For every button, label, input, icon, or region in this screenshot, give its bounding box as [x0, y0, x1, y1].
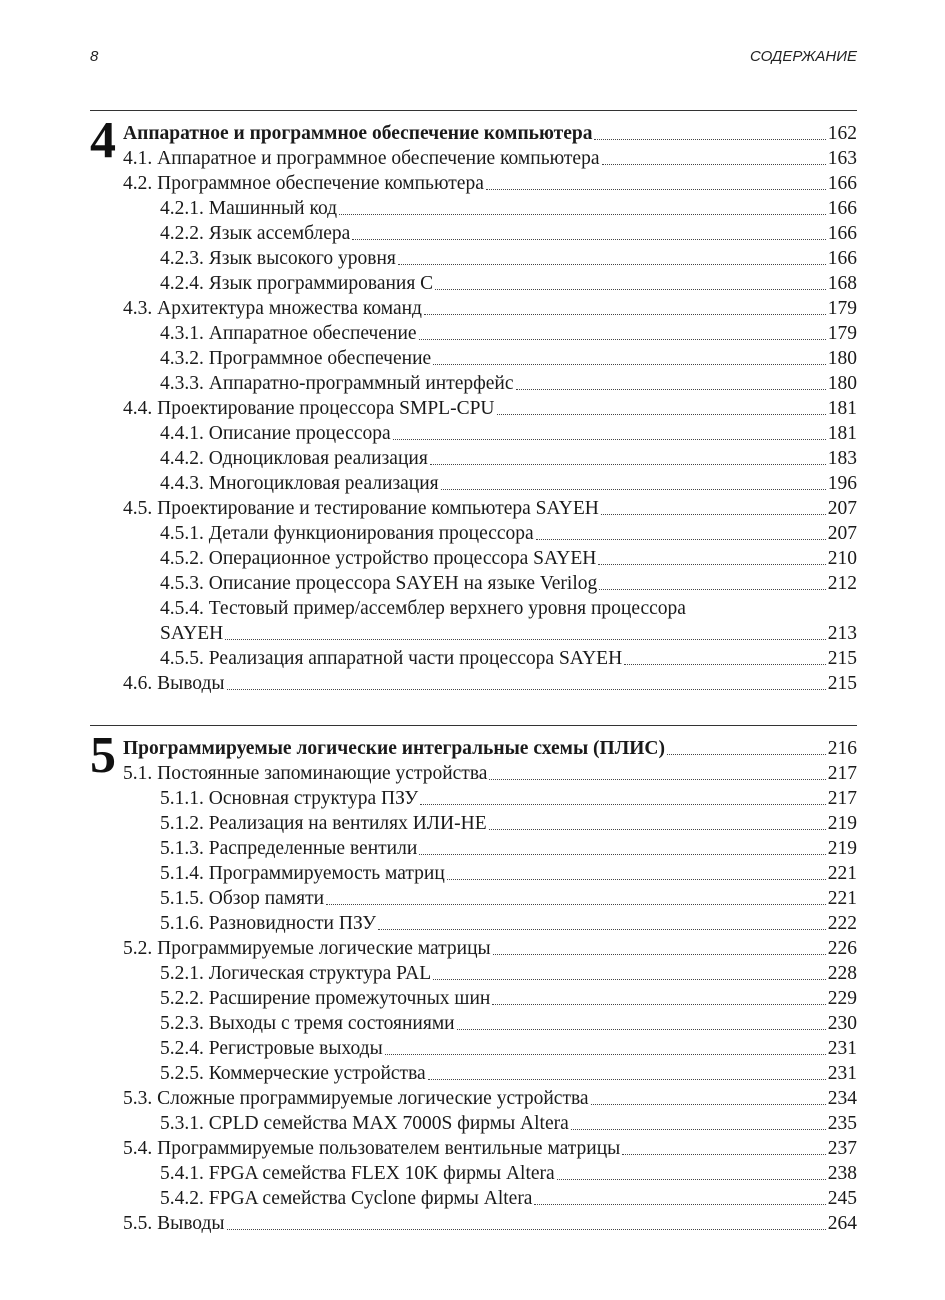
toc-entry[interactable] — [123, 1086, 857, 1111]
dot-leader — [326, 903, 826, 905]
dot-leader — [599, 588, 825, 590]
dot-leader — [486, 188, 826, 190]
toc-entry-page: 183 — [827, 448, 857, 469]
toc-entry[interactable] — [123, 1111, 857, 1136]
dot-leader — [536, 538, 826, 540]
toc-entry-title: 5.3. Сложные программируемые логические устройства — [123, 1088, 589, 1109]
toc-entry[interactable] — [123, 936, 857, 961]
toc-entry-title: 5.2.5. Коммерческие устройства — [160, 1063, 426, 1084]
toc-entry-title: 5.1. Постоянные запоминающие устройства — [123, 763, 488, 784]
toc-entry-title: 4.5.2. Операционное устройство процессора SAYEH — [160, 548, 597, 569]
toc-entry-title: 4.1. Аппаратное и программное обеспечение компьютера — [123, 148, 600, 169]
toc-entry-page: 179 — [827, 323, 857, 344]
toc-entry-title: 4.5.3. Описание процессора SAYEH на языке Verilog — [160, 573, 598, 594]
chapter-4-section — [90, 110, 857, 701]
toc-entry[interactable] — [123, 911, 857, 936]
toc-entry-title: 4.4. Проектирование процессора SMPL-CPU — [123, 398, 495, 419]
toc-entry-page: 166 — [827, 198, 857, 219]
toc-entry-title: 5.1.5. Обзор памяти — [160, 888, 325, 909]
dot-leader — [534, 1203, 825, 1205]
toc-entry-title: 5.2. Программируемые логические матрицы — [123, 938, 491, 959]
toc-entry-page: 162 — [827, 123, 857, 144]
toc-entry-page: 213 — [827, 623, 857, 644]
dot-leader — [601, 513, 826, 515]
toc-entry-page: 238 — [827, 1163, 857, 1184]
toc-entry-title: 4.4.1. Описание процессора — [160, 423, 391, 444]
toc-entry-title: 4.2. Программное обеспечение компьютера — [123, 173, 484, 194]
toc-entry[interactable] — [123, 596, 857, 646]
toc-entry-page: 216 — [827, 738, 857, 759]
chapter-title-entry[interactable] — [123, 736, 857, 761]
dot-leader — [571, 1128, 826, 1130]
page-number: 8 — [90, 48, 99, 65]
toc-entry-title: 5.1.2. Реализация на вентилях ИЛИ-НЕ — [160, 813, 487, 834]
toc-entry-title: 4.5.5. Реализация аппаратной части процессора SAYEH — [160, 648, 623, 669]
dot-leader — [624, 663, 826, 665]
toc-entry-title: 4.3.3. Аппаратно-программный интерфейс — [160, 373, 514, 394]
toc-entry-page: 237 — [827, 1138, 857, 1159]
dot-leader — [598, 563, 825, 565]
toc-entry-title: 5.5. Выводы — [123, 1213, 225, 1234]
toc-entry-title: 4.3. Архитектура множества команд — [123, 298, 422, 319]
toc-entry-page: 264 — [827, 1213, 857, 1234]
toc-entry-title: 4.2.3. Язык высокого уровня — [160, 248, 396, 269]
running-title: СОДЕРЖАНИЕ — [749, 48, 857, 65]
toc-entry-title: 5.2.1. Логическая структура PAL — [160, 963, 432, 984]
toc-entry[interactable] — [123, 521, 857, 546]
toc-entry-title: 4.5.1. Детали функционирования процессора — [160, 523, 534, 544]
dot-leader — [227, 1228, 826, 1230]
toc-entry-title: 4.2.2. Язык ассемблера — [160, 223, 351, 244]
toc-entry-page: 229 — [827, 988, 857, 1009]
toc-entry[interactable] — [123, 1136, 857, 1161]
dot-leader — [489, 828, 826, 830]
toc-entry-title: 5.2.4. Регистровые выходы — [160, 1038, 383, 1059]
toc-entry-title: 5.4.2. FPGA семейства Cyclone фирмы Altera — [160, 1188, 533, 1209]
dot-leader — [493, 953, 826, 955]
dot-leader — [441, 488, 826, 490]
toc-entry-title: 4.3.1. Аппаратное обеспечение — [160, 323, 417, 344]
toc-entry-page: 168 — [827, 273, 857, 294]
toc-entry-page: 228 — [827, 963, 857, 984]
dot-leader — [378, 928, 826, 930]
toc-entry-page: 166 — [827, 223, 857, 244]
toc-entry-page: 180 — [827, 348, 857, 369]
toc-entry-page: 230 — [827, 1013, 857, 1034]
toc-entry[interactable] — [123, 271, 857, 296]
dot-leader — [385, 1053, 826, 1055]
toc-entry[interactable] — [123, 786, 857, 811]
dot-leader — [393, 438, 826, 440]
toc-entry-page: 215 — [827, 648, 857, 669]
toc-entry[interactable] — [123, 1036, 857, 1061]
dot-leader — [433, 978, 826, 980]
toc-entries — [123, 121, 857, 696]
toc-entry-page: 234 — [827, 1088, 857, 1109]
dot-leader — [447, 878, 826, 880]
toc-entry[interactable] — [123, 1186, 857, 1211]
toc-entry-title: 4.4.3. Многоцикловая реализация — [160, 473, 439, 494]
toc-entry-page: 245 — [827, 1188, 857, 1209]
page-header — [90, 48, 857, 72]
toc-entry[interactable] — [123, 421, 857, 446]
toc-entry[interactable] — [123, 571, 857, 596]
dot-leader — [497, 413, 826, 415]
toc-entry[interactable] — [123, 371, 857, 396]
toc-entry-page: 207 — [827, 498, 857, 519]
toc-entry-page: 235 — [827, 1113, 857, 1134]
toc-entry[interactable] — [123, 221, 857, 246]
toc-entry-title: 4.5.4. Тестовый пример/ассемблер верхнего уровня процессора — [160, 598, 686, 619]
toc-entry[interactable] — [123, 761, 857, 786]
toc-entry-title: 5.2.3. Выходы с тремя состояниями — [160, 1013, 455, 1034]
toc-entry-page: 217 — [827, 763, 857, 784]
toc-entry-title: Программируемые логические интегральные схемы (ПЛИС) — [123, 738, 665, 759]
toc-entry-title: 5.1.6. Разновидности ПЗУ — [160, 913, 377, 934]
toc-entry-page: 210 — [827, 548, 857, 569]
toc-entry[interactable] — [123, 171, 857, 196]
toc-entry-page: 226 — [827, 938, 857, 959]
toc-entry-page: 196 — [827, 473, 857, 494]
toc-entry-page: 221 — [827, 888, 857, 909]
toc-entry[interactable] — [123, 861, 857, 886]
toc-entry-title: 5.1.3. Распределенные вентили — [160, 838, 418, 859]
toc-entry-page: 219 — [827, 838, 857, 859]
toc-entry-page: 231 — [827, 1063, 857, 1084]
toc-entry-page: 180 — [827, 373, 857, 394]
dot-leader — [227, 688, 826, 690]
toc-entry-title: 5.4. Программируемые пользователем вентильные матрицы — [123, 1138, 621, 1159]
dot-leader — [594, 138, 825, 140]
toc-entry-page: 166 — [827, 173, 857, 194]
toc-entry-title: 5.1.4. Программируемость матриц — [160, 863, 445, 884]
dot-leader — [557, 1178, 826, 1180]
toc-entry-page: 207 — [827, 523, 857, 544]
toc-entry[interactable] — [123, 346, 857, 371]
toc-entry[interactable] — [123, 296, 857, 321]
toc-entry-title: 4.2.4. Язык программирования C — [160, 273, 434, 294]
dot-leader — [398, 263, 826, 265]
toc-entry-page: 231 — [827, 1038, 857, 1059]
chapter-5-section — [90, 725, 857, 1246]
toc-entry[interactable] — [123, 321, 857, 346]
dot-leader — [622, 1153, 825, 1155]
chapter-number: 5 — [90, 727, 116, 784]
toc-entry-title: 4.6. Выводы — [123, 673, 225, 694]
dot-leader — [602, 163, 826, 165]
toc-entry[interactable] — [123, 986, 857, 1011]
toc-entry-page: 181 — [827, 398, 857, 419]
toc-entry-title-continued: SAYEH — [160, 623, 224, 644]
toc-entry-title: 4.4.2. Одноцикловая реализация — [160, 448, 428, 469]
toc-entry-page: 219 — [827, 813, 857, 834]
toc-entry-title: 5.4.1. FPGA семейства FLEX 10K фирмы Altera — [160, 1163, 555, 1184]
toc-entry[interactable] — [123, 961, 857, 986]
toc-entry-title: 5.1.1. Основная структура ПЗУ — [160, 788, 419, 809]
dot-leader — [419, 853, 825, 855]
toc-entry-title: Аппаратное и программное обеспечение компьютера — [123, 123, 593, 144]
chapter-number: 4 — [90, 112, 116, 169]
dot-leader — [420, 803, 826, 805]
dot-leader — [492, 1003, 825, 1005]
toc-entry-page: 166 — [827, 248, 857, 269]
toc-entry[interactable] — [123, 396, 857, 421]
dot-leader — [225, 638, 826, 640]
dot-leader — [489, 778, 825, 780]
dot-leader — [430, 463, 826, 465]
toc-entry-page: 181 — [827, 423, 857, 444]
toc-entry[interactable] — [123, 196, 857, 221]
dot-leader — [352, 238, 825, 240]
dot-leader — [457, 1028, 826, 1030]
toc-entry-title: 5.3.1. CPLD семейства MAX 7000S фирмы Altera — [160, 1113, 569, 1134]
toc-entry[interactable] — [123, 471, 857, 496]
toc-entry-page: 222 — [827, 913, 857, 934]
dot-leader — [591, 1103, 826, 1105]
toc-entry-title: 4.5. Проектирование и тестирование компьютера SAYEH — [123, 498, 599, 519]
dot-leader — [339, 213, 826, 215]
toc-entry-page: 212 — [827, 573, 857, 594]
toc-entry[interactable] — [123, 146, 857, 171]
dot-leader — [419, 338, 826, 340]
dot-leader — [433, 363, 826, 365]
toc-entry-page: 221 — [827, 863, 857, 884]
toc-entry-title: 4.3.2. Программное обеспечение — [160, 348, 432, 369]
toc-entry[interactable] — [123, 246, 857, 271]
toc-entry-page: 215 — [827, 673, 857, 694]
chapter-title-entry[interactable] — [123, 121, 857, 146]
toc-entry[interactable] — [123, 546, 857, 571]
toc-entry[interactable] — [123, 1011, 857, 1036]
toc-entry[interactable] — [123, 1061, 857, 1086]
toc-entries — [123, 736, 857, 1236]
toc-entry-page: 163 — [827, 148, 857, 169]
toc-entry-title: 5.2.2. Расширение промежуточных шин — [160, 988, 491, 1009]
toc-entry[interactable] — [123, 1211, 857, 1236]
toc-entry-title: 4.2.1. Машинный код — [160, 198, 338, 219]
toc-entry-page: 217 — [827, 788, 857, 809]
toc-entry[interactable] — [123, 836, 857, 861]
toc-entry[interactable] — [123, 886, 857, 911]
toc-entry[interactable] — [123, 811, 857, 836]
toc-entry[interactable] — [123, 671, 857, 696]
dot-leader — [424, 313, 826, 315]
dot-leader — [516, 388, 826, 390]
toc-entry[interactable] — [123, 446, 857, 471]
dot-leader — [428, 1078, 826, 1080]
toc-entry[interactable] — [123, 1161, 857, 1186]
toc-entry[interactable] — [123, 646, 857, 671]
toc-entry-page: 179 — [827, 298, 857, 319]
dot-leader — [667, 753, 826, 755]
toc-entry[interactable] — [123, 496, 857, 521]
dot-leader — [435, 288, 826, 290]
